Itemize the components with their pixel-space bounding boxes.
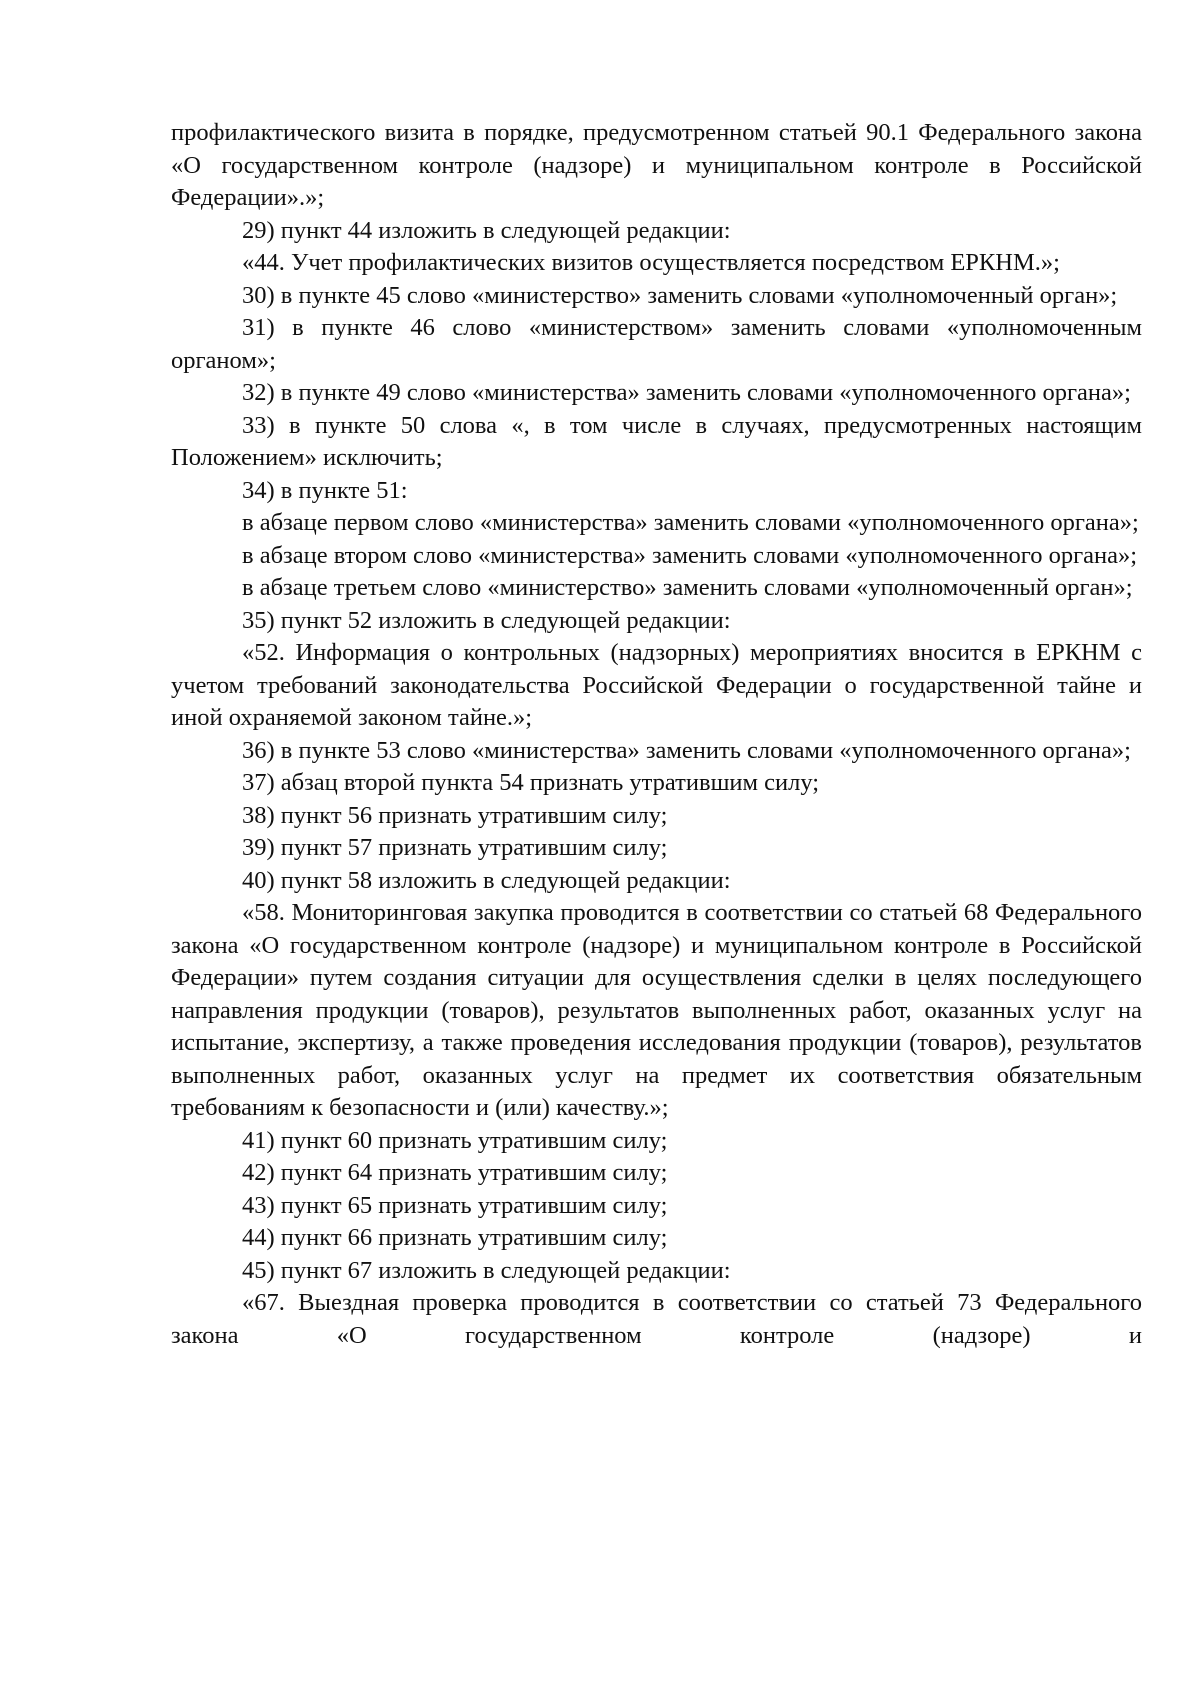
paragraph-item-44: 44) пункт 66 признать утратившим силу; (242, 1224, 668, 1251)
document-page (171, 117, 1142, 1352)
paragraph-item-33: 33) в пункте 50 слова «, в том числе в случаях, предусмотренных настоящим Положением» исключить; (171, 411, 1142, 471)
paragraph-item-40: 40) пункт 58 изложить в следующей редакции: (242, 866, 731, 894)
paragraph-item-30: 30) в пункте 45 слово «министерство» заменить словами «уполномоченный орган»; (242, 281, 1118, 309)
paragraph-quote-58: «58. Мониторинговая закупка проводится в соответствии со статьей 68 Федерального закона «О государственном контроле (надзоре) и муниципальном контроле в Российской Федерации» путем создания ситуации для осуществления сделки в целях последующего направления продукции (товаров), результатов выполненных работ, оказанных услуг на испытание, экспертизу, а также проведения исследования продукции (товаров), результатов выполненных работ, оказанных услуг на предмет их соответствия обязательным требованиям к безопасности и (или) качеству.»; (171, 899, 1142, 1121)
paragraph-item-34-second: в абзаце втором слово «министерства» заменить словами «уполномоченного органа»; (242, 541, 1138, 569)
paragraph-item-36: 36) в пункте 53 слово «министерства» заменить словами «уполномоченного органа»; (242, 736, 1131, 764)
paragraph-item-31: 31) в пункте 46 слово «министерством» заменить словами «уполномоченным органом»; (171, 314, 1142, 374)
paragraph-item-34: 34) в пункте 51: (242, 476, 408, 504)
paragraph-item-34-first: в абзаце первом слово «министерства» заменить словами «уполномоченного органа»; (242, 509, 1139, 536)
paragraph-item-45: 45) пункт 67 изложить в следующей редакции: (242, 1256, 731, 1284)
paragraph-quote-44: «44. Учет профилактических визитов осуществляется посредством ЕРКНМ.»; (242, 249, 1060, 276)
paragraph-item-35: 35) пункт 52 изложить в следующей редакции: (242, 606, 731, 634)
paragraph-item-32: 32) в пункте 49 слово «министерства» заменить словами «уполномоченного органа»; (242, 379, 1131, 406)
paragraph-quote-52: «52. Информация о контрольных (надзорных) мероприятиях вносится в ЕРКНМ с учетом требований законодательства Российской Федерации о государственной тайне и иной охраняемой законом тайне.»; (171, 639, 1142, 731)
paragraph-item-38: 38) пункт 56 признать утратившим силу; (242, 801, 668, 829)
paragraph-quote-67: «67. Выездная проверка проводится в соответствии со статьей 73 Федерального закона «О государственном контроле (надзоре) и (171, 1289, 1142, 1349)
paragraph-continued: профилактического визита в порядке, предусмотренном статьей 90.1 Федерального закона «О государственном контроле (надзоре) и муниципальном контроле в Российской Федерации».»; (171, 119, 1142, 211)
paragraph-item-34-third: в абзаце третьем слово «министерство» заменить словами «уполномоченный орган»; (242, 574, 1133, 601)
paragraph-item-29: 29) пункт 44 изложить в следующей редакции: (242, 216, 731, 244)
paragraph-item-42: 42) пункт 64 признать утратившим силу; (242, 1159, 668, 1186)
paragraph-item-43: 43) пункт 65 признать утратившим силу; (242, 1191, 668, 1219)
paragraph-item-39: 39) пункт 57 признать утратившим силу; (242, 834, 668, 861)
paragraph-item-37: 37) абзац второй пункта 54 признать утратившим силу; (242, 769, 820, 796)
paragraph-item-41: 41) пункт 60 признать утратившим силу; (242, 1126, 668, 1154)
